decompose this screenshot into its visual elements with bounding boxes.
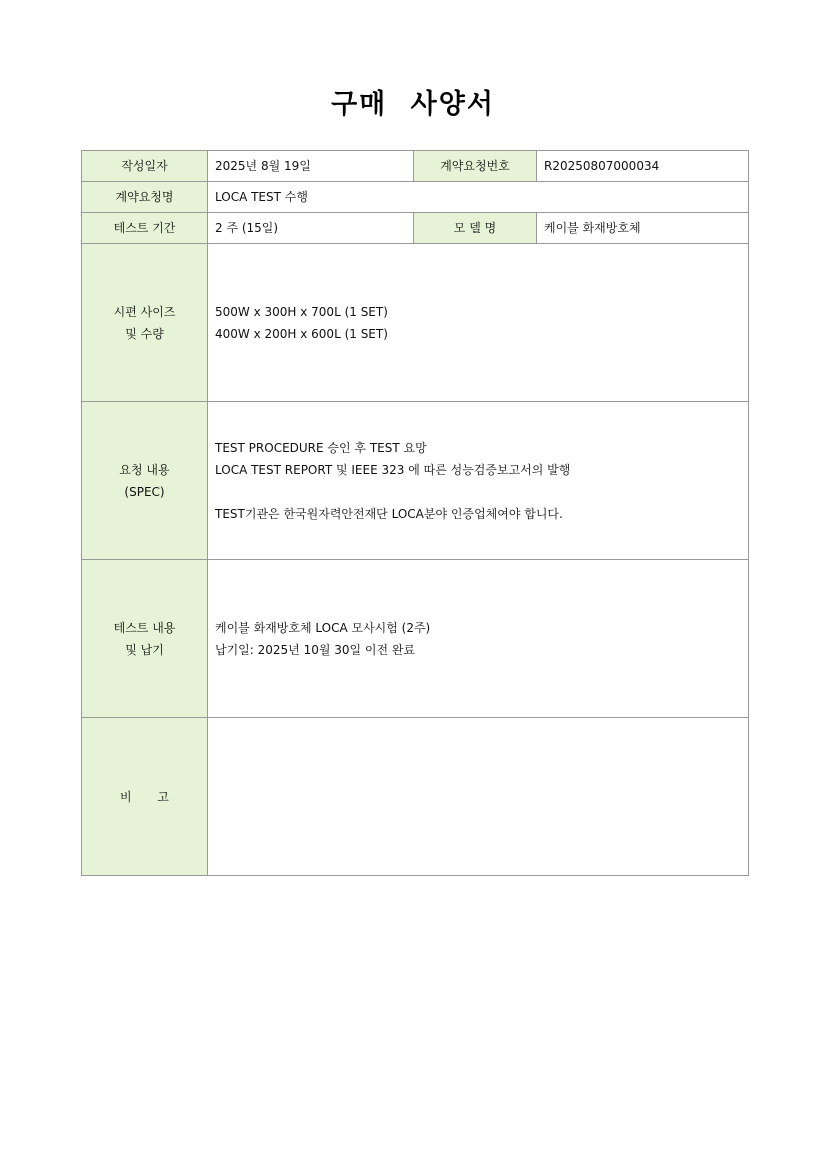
request-label-line: (SPEC) [124, 484, 165, 499]
request-label [82, 402, 208, 560]
model-name-value: 케이블 화재방호체 [537, 213, 749, 244]
test-content-label [82, 560, 208, 718]
page-title: 구매 사양서 [331, 89, 495, 120]
contract-name-label: 계약요청명 [82, 182, 208, 213]
specimen-value-line: 500W x 300H x 700L (1 SET) [215, 304, 388, 319]
spec-table [81, 150, 749, 876]
row-request [82, 402, 749, 560]
test-period-value: 2 주 (15일) [208, 213, 414, 244]
row-test-period [82, 213, 749, 244]
remarks-label: 비 고 [82, 718, 208, 876]
contract-no-label: 계약요청번호 [414, 151, 537, 182]
row-remarks [82, 718, 749, 876]
remarks-value [208, 718, 749, 876]
test-content-value-line: 납기일: 2025년 10월 30일 이전 완료 [215, 642, 416, 657]
row-contract-name [82, 182, 749, 213]
request-value-spacer [215, 481, 741, 503]
request-value-line: TEST기관은 한국원자력안전재단 LOCA분야 인증업체여야 합니다. [215, 506, 563, 521]
specimen-value-line: 400W x 200H x 600L (1 SET) [215, 326, 388, 341]
request-value-line: TEST PROCEDURE 승인 후 TEST 요망 [215, 440, 427, 455]
model-name-label: 모 델 명 [414, 213, 537, 244]
row-specimen [82, 244, 749, 402]
specimen-value [208, 244, 749, 402]
specimen-label-line: 시편 사이즈 [113, 304, 176, 319]
test-content-label-line: 및 납기 [125, 642, 164, 657]
contract-no-value: R20250807000034 [537, 151, 749, 182]
row-test-content [82, 560, 749, 718]
request-value [208, 402, 749, 560]
date-label: 작성일자 [82, 151, 208, 182]
row-date [82, 151, 749, 182]
specimen-label-line: 및 수량 [125, 326, 164, 341]
test-content-value-line: 케이블 화재방호체 LOCA 모사시험 (2주) [215, 620, 431, 635]
request-value-line: LOCA TEST REPORT 및 IEEE 323 에 따른 성능검증보고서의 발행 [215, 462, 571, 477]
request-label-line: 요청 내용 [119, 462, 170, 477]
specimen-label [82, 244, 208, 402]
contract-name-value: LOCA TEST 수행 [208, 182, 749, 213]
test-content-label-line: 테스트 내용 [113, 620, 176, 635]
date-value: 2025년 8월 19일 [208, 151, 414, 182]
test-content-value [208, 560, 749, 718]
test-period-label: 테스트 기간 [82, 213, 208, 244]
